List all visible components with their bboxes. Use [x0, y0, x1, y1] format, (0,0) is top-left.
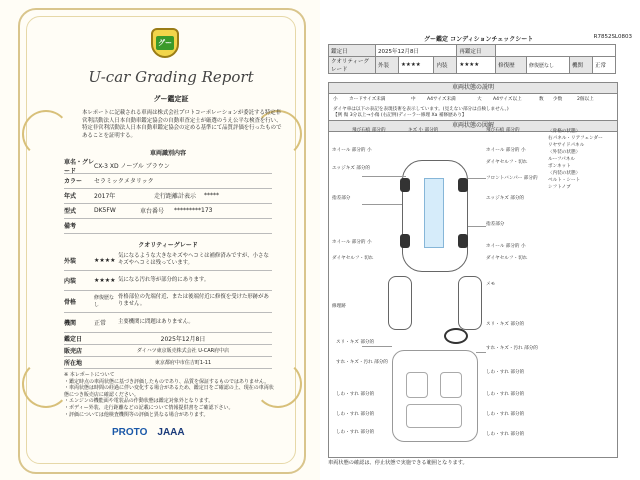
proto-logo: PROTO: [112, 427, 148, 438]
car-side-view: [388, 276, 412, 330]
annotation-label: スリ・キズ 部分的: [486, 322, 525, 327]
report-title: U-car Grading Report: [88, 68, 254, 86]
leader-line: [476, 352, 486, 353]
annotation-label: ダイヤセルフ・切れ: [332, 256, 374, 261]
vehicle-row: カラー セラミックメタリック: [64, 173, 272, 189]
grade-row: 機関 正常 主要機関に問題はありません。: [64, 312, 272, 333]
annotation-label: ホイール 部分的 小: [332, 148, 372, 153]
steering-wheel-icon: [444, 328, 468, 344]
grade-row: 内装 ★★★★ 気になる汚れ等が部分的にあります。: [64, 270, 272, 291]
leader-line: [362, 346, 392, 347]
location-row: 所在地 東京都府中市住吉町1-11: [64, 356, 272, 369]
report-notes: ※ 本レポートについて ・鑑定時点の車両状態に基づき評価したものであり、品質を保証するものではありません。 ・車両状態は時間の経過に伴い変化する場合があるため、鑑定日をご確認の上、現在の車両状態につき販売店に確認ください。 ・エンジンの機能面や電装品の作動状態は鑑定対象外となります。 ・ボディー外装、走行距離などの記載について情報提供書をご確認下さい。 ・評価については他検査機関等の評価と異なる場合があります。: [64, 372, 274, 418]
annotation-label: しわ・すれ 部分的: [486, 412, 525, 417]
annotation-label: 指差部分: [486, 222, 505, 227]
annotation-label: メモ: [486, 282, 496, 287]
vehicle-row: 型式 DK5FW 車台番号 *********173: [64, 203, 272, 219]
dealer-row: 販売店 ダイハツ東京販売株式会社 U-CAR府中店: [64, 344, 272, 357]
annotation-label: しわ・すれ 部分的: [486, 432, 525, 437]
leader-line: [362, 204, 402, 205]
car-seat: [440, 372, 462, 398]
jaaa-logo: JAAA: [157, 427, 185, 438]
sheet-title: グー鑑定 コンディションチェックシート: [424, 36, 534, 43]
annotation-label: すれ・キズ・汚れ 部分的: [486, 346, 538, 351]
car-windshield: [424, 178, 444, 248]
vehicle-section-title: 車両識別内容: [149, 150, 186, 157]
condition-notes: 〈骨格の状態〉 右パネル・リアフェンダー リヤサイドパネル 〈外装の状態〉 ルーフパネル ボンネット 〈内装の状態〉 ベルト・シート シフトノブ: [548, 129, 603, 190]
grade-row: 外装 ★★★★ 気になるような大きなキズやヘコミは補修済みですが、小さなキズやヘコミは残っています。: [64, 250, 272, 271]
vehicle-row: 車名・グレード CX-3 XD ノーブル ブラウン: [64, 158, 272, 174]
annotation-label: 飛び石痕 部分的: [486, 128, 520, 133]
annotation-label: すれ・キズ・汚れ 部分的: [336, 360, 388, 365]
annotation-label: 指差部分: [332, 196, 351, 201]
annotation-label: しわ・すれ 部分的: [336, 392, 375, 397]
frame-swirl: [22, 110, 70, 158]
annotation-label: しわ・すれ 部分的: [486, 392, 525, 397]
annotation-label: ホイール 部分的 小: [486, 244, 526, 249]
quality-section-title: クオリティーグレード: [138, 242, 198, 249]
vehicle-diagram: 車両状態の図解: [328, 120, 618, 458]
badge-text: グー: [156, 36, 174, 50]
leader-line: [468, 226, 486, 227]
reference-number: R7852SL0803: [593, 34, 632, 40]
goo-appraisal-badge: [151, 28, 179, 58]
leader-line: [362, 176, 406, 177]
certificate-title: グー鑑定証: [153, 95, 189, 103]
leader-line: [468, 178, 486, 179]
car-seat: [406, 372, 428, 398]
annotation-label: エッジキズ 部分的: [486, 196, 525, 201]
car-tire: [400, 234, 410, 248]
appraisal-info-table: 鑑定日 2025年12月8日 再鑑定日 クオリティーグレード 外装 ★★★★ 内装 ★★★★ 修復歴 修復歴なし 機関 正常: [328, 44, 616, 74]
annotation-label: 修理跡: [332, 304, 346, 309]
appraisal-date-row: 鑑定日 2025年12月8日: [64, 332, 272, 345]
car-interior-view: [392, 350, 478, 442]
car-tire: [458, 234, 468, 248]
annotation-label: フロントバンパー 部分的: [486, 176, 538, 181]
car-tire: [400, 178, 410, 192]
annotation-label: しわ・すれ 部分的: [486, 370, 525, 375]
annotation-label: しわ・すれ 部分的: [336, 430, 375, 435]
annotation-label: ホイール 部分的 小: [486, 148, 526, 153]
car-rear-seat: [406, 404, 462, 428]
grade-row: 骨格 修復歴なし 骨格部位の先端付近、または後端付近に修復を受けた形跡がありません。: [64, 290, 272, 313]
logo-row: [112, 427, 232, 438]
annotation-label: しわ・すれ 部分的: [336, 412, 375, 417]
vehicle-row: 備考: [64, 218, 272, 234]
annotation-label: エッジキズ 部分的: [332, 166, 371, 171]
annotation-label: ダイヤセルフ・切れ: [486, 256, 528, 261]
vehicle-row: 年式 2017年 走行距離計表示 *****: [64, 188, 272, 204]
frame-swirl: [22, 360, 70, 408]
annotation-label: 飛び石痕 部分的: [352, 128, 386, 133]
car-tire: [458, 178, 468, 192]
car-side-view: [458, 276, 482, 330]
certificate-intro: 本レポートに記載される車両は株式会社プロトコーポレーションが委託する特定非営利活動法人日本自動車鑑定協会の自動車査定士が厳選のうえ公平な検査を行い、特定非営利活動法人日本自動車鑑定協会の定める基準にて品質評価を行ったものであることを証明する。: [82, 110, 282, 139]
annotation-label: ホイール 部分的 小: [332, 240, 372, 245]
annotation-label: スリ・キズ 部分的: [336, 340, 375, 345]
footnote: 車両状態の確認は、停止状態で実施できる範囲となります。: [328, 460, 468, 466]
annotation-label: ダイヤセルフ・切れ: [486, 160, 528, 165]
state-legend: 車両状態の説明 小 カードサイズ未満 中 A4サイズ未満 大 A4サイズ以上 数 少数 2個以上 ダイヤ車は以下の表記を表現技術を表示しています。(見えない部分は点検しません。) 【例 傷 3分以上→小傷 (右記例)ディーラー修理 Xa 補修歴あり】: [328, 82, 618, 122]
annotation-label: キズ 小 部分的: [408, 128, 439, 133]
